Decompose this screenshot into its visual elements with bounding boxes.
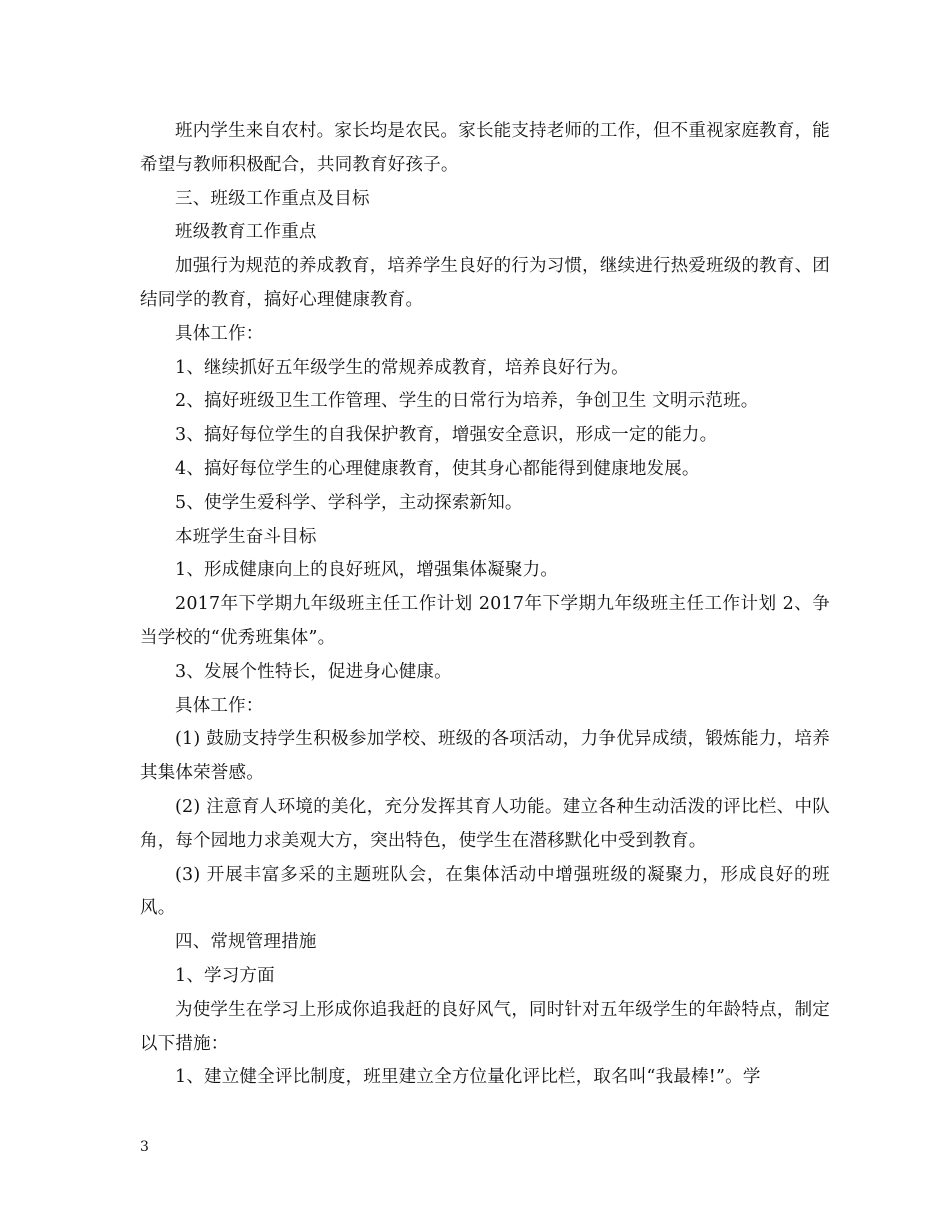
paragraph: 班内学生来自农村。家长均是农民。家长能支持老师的工作，但不重视家庭教育，能希望与教师积极配合，共同教育好孩子。 <box>140 121 830 175</box>
page-number: 3 <box>140 1139 149 1155</box>
list-item: (3) 开展丰富多采的主题班队会，在集体活动中增强班级的凝聚力，形成良好的班风。 <box>140 864 830 919</box>
paragraph: 为使学生在学习上形成你追我赶的良好风气，同时针对五年级学生的年龄特点，制定以下措施： <box>140 999 830 1054</box>
list-item: 1、形成健康向上的良好班风，增强集体凝聚力。 <box>175 560 559 581</box>
list-item: (1) 鼓励支持学生积极参加学校、班级的各项活动，力争优异成绩，锻炼能力，培养其集体荣誉感。 <box>140 729 830 784</box>
list-item: 4、搞好每位学生的心理健康教育，使其身心都能得到健康地发展。 <box>175 458 700 479</box>
list-item: (2) 注意育人环境的美化，充分发挥其育人功能。建立各种生动活泼的评比栏、中队角，每个园地力求美观大方，突出特色，使学生在潜移默化中受到教育。 <box>140 796 830 851</box>
list-item: 1、建立健全评比制度，班里建立全方位量化评比栏，取名叫“我最棒!”。学 <box>175 1067 761 1088</box>
subsection-heading: 本班学生奋斗目标 <box>175 526 317 547</box>
section-heading: 三、班级工作重点及目标 <box>175 188 370 209</box>
list-item: 2、搞好班级卫生工作管理、学生的日常行为培养，争创卫生 文明示范班。 <box>175 391 759 412</box>
paragraph: 加强行为规范的养成教育，培养学生良好的行为习惯，继续进行热爱班级的教育、团结同学的教育，搞好心理健康教育。 <box>140 256 830 310</box>
subsection-heading: 具体工作： <box>175 323 264 344</box>
section-heading: 四、常规管理措施 <box>175 932 317 953</box>
list-item: 1、继续抓好五年级学生的常规养成教育，培养良好行为。 <box>175 357 629 378</box>
list-item: 2017年下学期九年级班主任工作计划 2017年下学期九年级班主任工作计划 2、争当学校的“优秀班集体”。 <box>140 594 830 648</box>
document-body <box>140 115 830 1095</box>
subsection-heading: 班级教育工作重点 <box>175 222 317 243</box>
subsection-heading: 1、学习方面 <box>175 965 275 986</box>
list-item: 5、使学生爱科学、学科学，主动探索新知。 <box>175 492 523 513</box>
list-item: 3、搞好每位学生的自我保护教育，增强安全意识，形成一定的能力。 <box>175 425 718 446</box>
subsection-heading: 具体工作： <box>175 695 264 716</box>
list-item: 3、发展个性特长，促进身心健康。 <box>175 661 452 682</box>
